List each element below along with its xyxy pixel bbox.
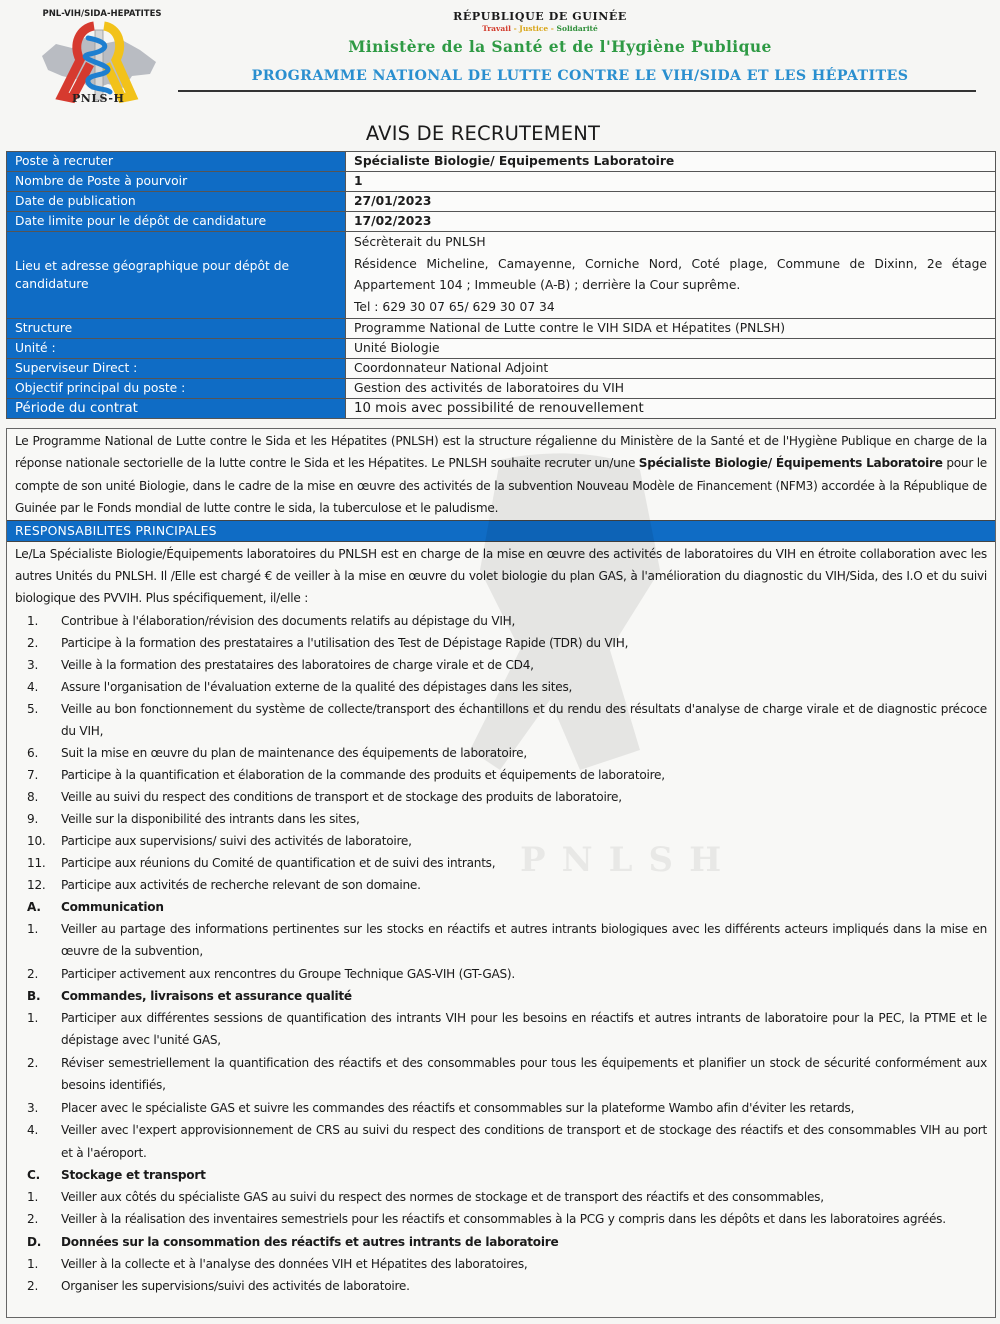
list-text: Réviser semestriellement la quantification des réactifs et des consommables pour tous les équipements et planifier un stock de sécurité conformément aux besoins identifiés,: [61, 1055, 987, 1093]
list-number: 2.: [27, 966, 39, 981]
list-text: Participe à la formation des prestataires a l'utilisation des Test de Dépistage Rapide (TDR) du VIH,: [61, 635, 629, 650]
list-number: 1.: [27, 1189, 39, 1204]
list-text: Suit la mise en œuvre du plan de maintenance des équipements de laboratoire,: [61, 745, 527, 760]
table-row: [7, 152, 996, 172]
list-text: Participer aux différentes sessions de quantification des intrants VIH pour les besoins en réactifs et autres intrants de laboratoire pour la PEC, la PTME et le dépistage avec l'unité GAS,: [61, 1011, 987, 1048]
list-item: [27, 698, 987, 742]
list-number: 11.: [27, 855, 46, 870]
list-item: [27, 632, 987, 654]
table-row: [7, 212, 996, 232]
phone-line: Tel : 629 30 07 65/ 629 30 07 34: [354, 299, 555, 314]
list-text: Veiller avec l'expert approvisionnement de CRS au suivi du respect des conditions de transport et de stockage des réactifs et des consommables VIH au port et à l'aéroport.: [61, 1123, 987, 1160]
list-text: Commandes, livraisons et assurance qualité: [61, 989, 352, 1004]
republic-title: RÉPUBLIQUE DE GUINÉE: [453, 10, 627, 23]
list-number: 4.: [27, 1123, 39, 1138]
motto-separator: -: [510, 24, 520, 33]
section-title: [27, 1231, 987, 1253]
structure-value: Programme National de Lutte contre le VIH SIDA et Hépatites (PNLSH): [346, 319, 996, 339]
deadline-label: Date limite pour le dépôt de candidature: [7, 212, 346, 232]
motto-word-2: Justice: [519, 24, 549, 33]
list-number: C.: [27, 1167, 40, 1182]
list-item: [27, 808, 987, 830]
list-number: 12.: [27, 877, 46, 892]
intro-job-title: Spécialiste Biologie/ Équipements Laboratoire: [638, 456, 943, 471]
unite-value: Unité Biologie: [346, 339, 996, 359]
motto-separator: -: [548, 24, 557, 33]
table-row: [7, 359, 996, 379]
address-value: [346, 232, 996, 319]
table-row: [7, 319, 996, 339]
list-item: [27, 742, 987, 764]
objectif-label: Objectif principal du poste :: [7, 379, 346, 399]
nombre-value: 1: [346, 172, 996, 192]
list-number: 1.: [27, 613, 39, 628]
list-item: [27, 1275, 987, 1297]
list-item: [27, 963, 987, 985]
periode-label: Période du contrat: [7, 399, 346, 419]
list-text: Veille à la formation des prestataires des laboratoires de charge virale et de CD4,: [61, 657, 534, 672]
list-number: 10.: [27, 833, 46, 848]
section-title: [27, 985, 987, 1007]
intro-text: Le Programme National de Lutte contre le Sida et les Hépatites (PNLSH) est la structure régalienne du Ministère de la Santé et de l'Hygiène Publique en charge de la réponse nationale sectorielle de la lutte contre le Sida et les Hépatites. Le PNLSH souhaite recruter un/une: [15, 434, 987, 471]
list-item: [27, 874, 987, 896]
page-title: AVIS DE RECRUTEMENT: [365, 122, 601, 145]
header-divider: [178, 90, 976, 92]
list-number: 1.: [27, 921, 39, 936]
list-item: [27, 1097, 987, 1119]
list-text: Veiller au partage des informations pertinentes sur les stocks en réactifs et autres intrants biologiques avec les différents acteurs impliqués dans la mise en œuvre de la subvention,: [61, 921, 987, 959]
list-text: Veille au bon fonctionnement du système de collecte/transport des échantillons et du rendu des résultats d'analyse de charge virale et de diagnostic précoce du VIH,: [61, 701, 987, 738]
list-item: [27, 1208, 987, 1230]
list-number: 4.: [27, 679, 39, 694]
address-line: Résidence Micheline, Camayenne, Corniche Nord, Coté plage, Commune de Dixinn, 2e étage: [354, 256, 987, 271]
list-item: [27, 764, 987, 786]
list-number: 3.: [27, 657, 39, 672]
list-text: Participe aux supervisions/ suivi des activités de laboratoire,: [61, 833, 412, 848]
list-text: Contribue à l'élaboration/révision des documents relatifs au dépistage du VIH,: [61, 613, 516, 628]
list-item: [27, 654, 987, 676]
publication-date: 27/01/2023: [346, 192, 996, 212]
motto-word-1: Travail: [482, 24, 511, 33]
list-number: 9.: [27, 811, 39, 826]
table-row: [7, 339, 996, 359]
unite-label: Unité :: [7, 339, 346, 359]
list-text: Participe aux activités de recherche relevant de son domaine.: [61, 877, 421, 892]
logo-ring-text: PNL-VIH/SIDA-HEPATITES: [42, 9, 162, 19]
table-row: [7, 399, 996, 419]
section-title: [27, 896, 987, 918]
ministry-title: Ministère de la Santé et de l'Hygiène Publique: [348, 37, 772, 56]
list-number: D.: [27, 1234, 42, 1249]
list-item: [27, 1253, 987, 1275]
list-text: Organiser les supervisions/suivi des activités de laboratoire.: [61, 1279, 410, 1294]
superviseur-label: Superviseur Direct :: [7, 359, 346, 379]
list-item: [27, 1119, 987, 1164]
table-row: [7, 192, 996, 212]
list-number: 3.: [27, 1100, 39, 1115]
list-text: Veiller aux côtés du spécialiste GAS au suivi du respect des normes de stockage et de transport des réactifs et des consommables,: [61, 1189, 824, 1204]
table-row: [7, 172, 996, 192]
list-text: Placer avec le spécialiste GAS et suivre les commandes des réactifs et consommables sur la plateforme Wambo afin d'éviter les retards,: [61, 1100, 855, 1115]
table-row: [7, 232, 996, 319]
list-item: [27, 610, 987, 632]
list-number: 5.: [27, 701, 39, 716]
list-text: Participe aux réunions du Comité de quantification et de suivi des intrants,: [61, 855, 496, 870]
responsibilities-list: [7, 610, 995, 1298]
list-text: Participe à la quantification et élaboration de la commande des produits et équipements de laboratoire,: [61, 767, 665, 782]
list-number: B.: [27, 989, 41, 1004]
list-item: [27, 786, 987, 808]
publication-label: Date de publication: [7, 192, 346, 212]
objectif-value: Gestion des activités de laboratoires du VIH: [346, 379, 996, 399]
job-info-table: [6, 151, 996, 419]
list-item: [27, 676, 987, 698]
list-item: [27, 1007, 987, 1052]
list-number: 8.: [27, 789, 39, 804]
structure-label: Structure: [7, 319, 346, 339]
list-number: 7.: [27, 767, 39, 782]
list-text: Veiller à la réalisation des inventaires semestriels pour les réactifs et consommables à la PCG y compris dans les dépôts et dans les laboratoires agréés.: [61, 1212, 946, 1227]
table-row: [7, 379, 996, 399]
superviseur-value: Coordonnateur National Adjoint: [346, 359, 996, 379]
list-text: Assure l'organisation de l'évaluation externe de la qualité des dépistages dans les sites,: [61, 679, 573, 694]
list-number: 2.: [27, 1212, 39, 1227]
list-number: A.: [27, 899, 41, 914]
watermark-text: PNLSH: [520, 840, 738, 880]
list-item: [27, 852, 987, 874]
description-box: [6, 428, 996, 1318]
list-text: Participer activement aux rencontres du Groupe Technique GAS-VIH (GT-GAS).: [61, 966, 515, 981]
list-item: [27, 1186, 987, 1208]
poste-value: Spécialiste Biologie/ Equipements Laboratoire: [346, 152, 996, 172]
national-motto: [440, 24, 640, 33]
list-text: Stockage et transport: [61, 1167, 206, 1182]
list-text: Données sur la consommation des réactifs et autres intrants de laboratoire: [61, 1234, 559, 1249]
section-title: [27, 1164, 987, 1186]
logo-caption: PNLS-H: [72, 92, 125, 105]
poste-label: Poste à recruter: [7, 152, 346, 172]
list-number: 6.: [27, 745, 39, 760]
motto-word-3: Solidarité: [556, 24, 598, 33]
responsibilities-intro: Le/La Spécialiste Biologie/Équipements laboratoires du PNLSH est en charge de la mise en œuvre des activités de laboratoires du VIH en étroite collaboration avec les autres Unités du PNLSH. Il /Elle est chargé € de veiller à la mise en œuvre du volet biologie du plan GAS, à l'amélioration du diagnostic du VIH/Sida, des I.O et du suivi biologique des PVVIH. Plus spécifiquement, il/elle :: [15, 546, 987, 606]
list-text: Veille au suivi du respect des conditions de transport et de stockage des produits de laboratoire,: [61, 789, 622, 804]
list-number: 2.: [27, 1055, 39, 1070]
list-number: 2.: [27, 1279, 39, 1294]
nombre-label: Nombre de Poste à pourvoir: [7, 172, 346, 192]
intro-paragraph: [7, 429, 995, 520]
list-number: 1.: [27, 1011, 39, 1026]
address-line: Sécrèterait du PNLSH: [354, 235, 486, 249]
list-text: Communication: [61, 899, 164, 914]
list-item: [27, 830, 987, 852]
list-text: Veiller à la collecte et à l'analyse des données VIH et Hépatites des laboratoires,: [61, 1256, 528, 1271]
list-number: 1.: [27, 1256, 39, 1271]
list-item: [27, 918, 987, 963]
deadline-date: 17/02/2023: [346, 212, 996, 232]
periode-value: 10 mois avec possibilité de renouvellement: [346, 399, 996, 419]
address-line: Appartement 104 ; Immeuble (A-B) ; derrière la Cour suprême.: [354, 278, 741, 292]
list-number: 2.: [27, 635, 39, 650]
address-label: Lieu et adresse géographique pour dépôt de candidature: [7, 232, 346, 319]
programme-title: PROGRAMME NATIONAL DE LUTTE CONTRE LE VIH/SIDA ET LES HÉPATITES: [251, 68, 909, 84]
list-item: [27, 1052, 987, 1097]
list-text: Veille sur la disponibilité des intrants dans les sites,: [61, 811, 360, 826]
intro-text: pour le compte de son unité Biologie, dans le cadre de la mise en œuvre des activités de la subvention Nouveau Modèle de Financement (NFM3) accordée à la République de Guinée par le Fonds mondial de lutte contre le sida, la tuberculose et le paludisme.: [15, 456, 987, 516]
responsibilities-heading: RESPONSABILITES PRINCIPALES: [7, 520, 995, 542]
